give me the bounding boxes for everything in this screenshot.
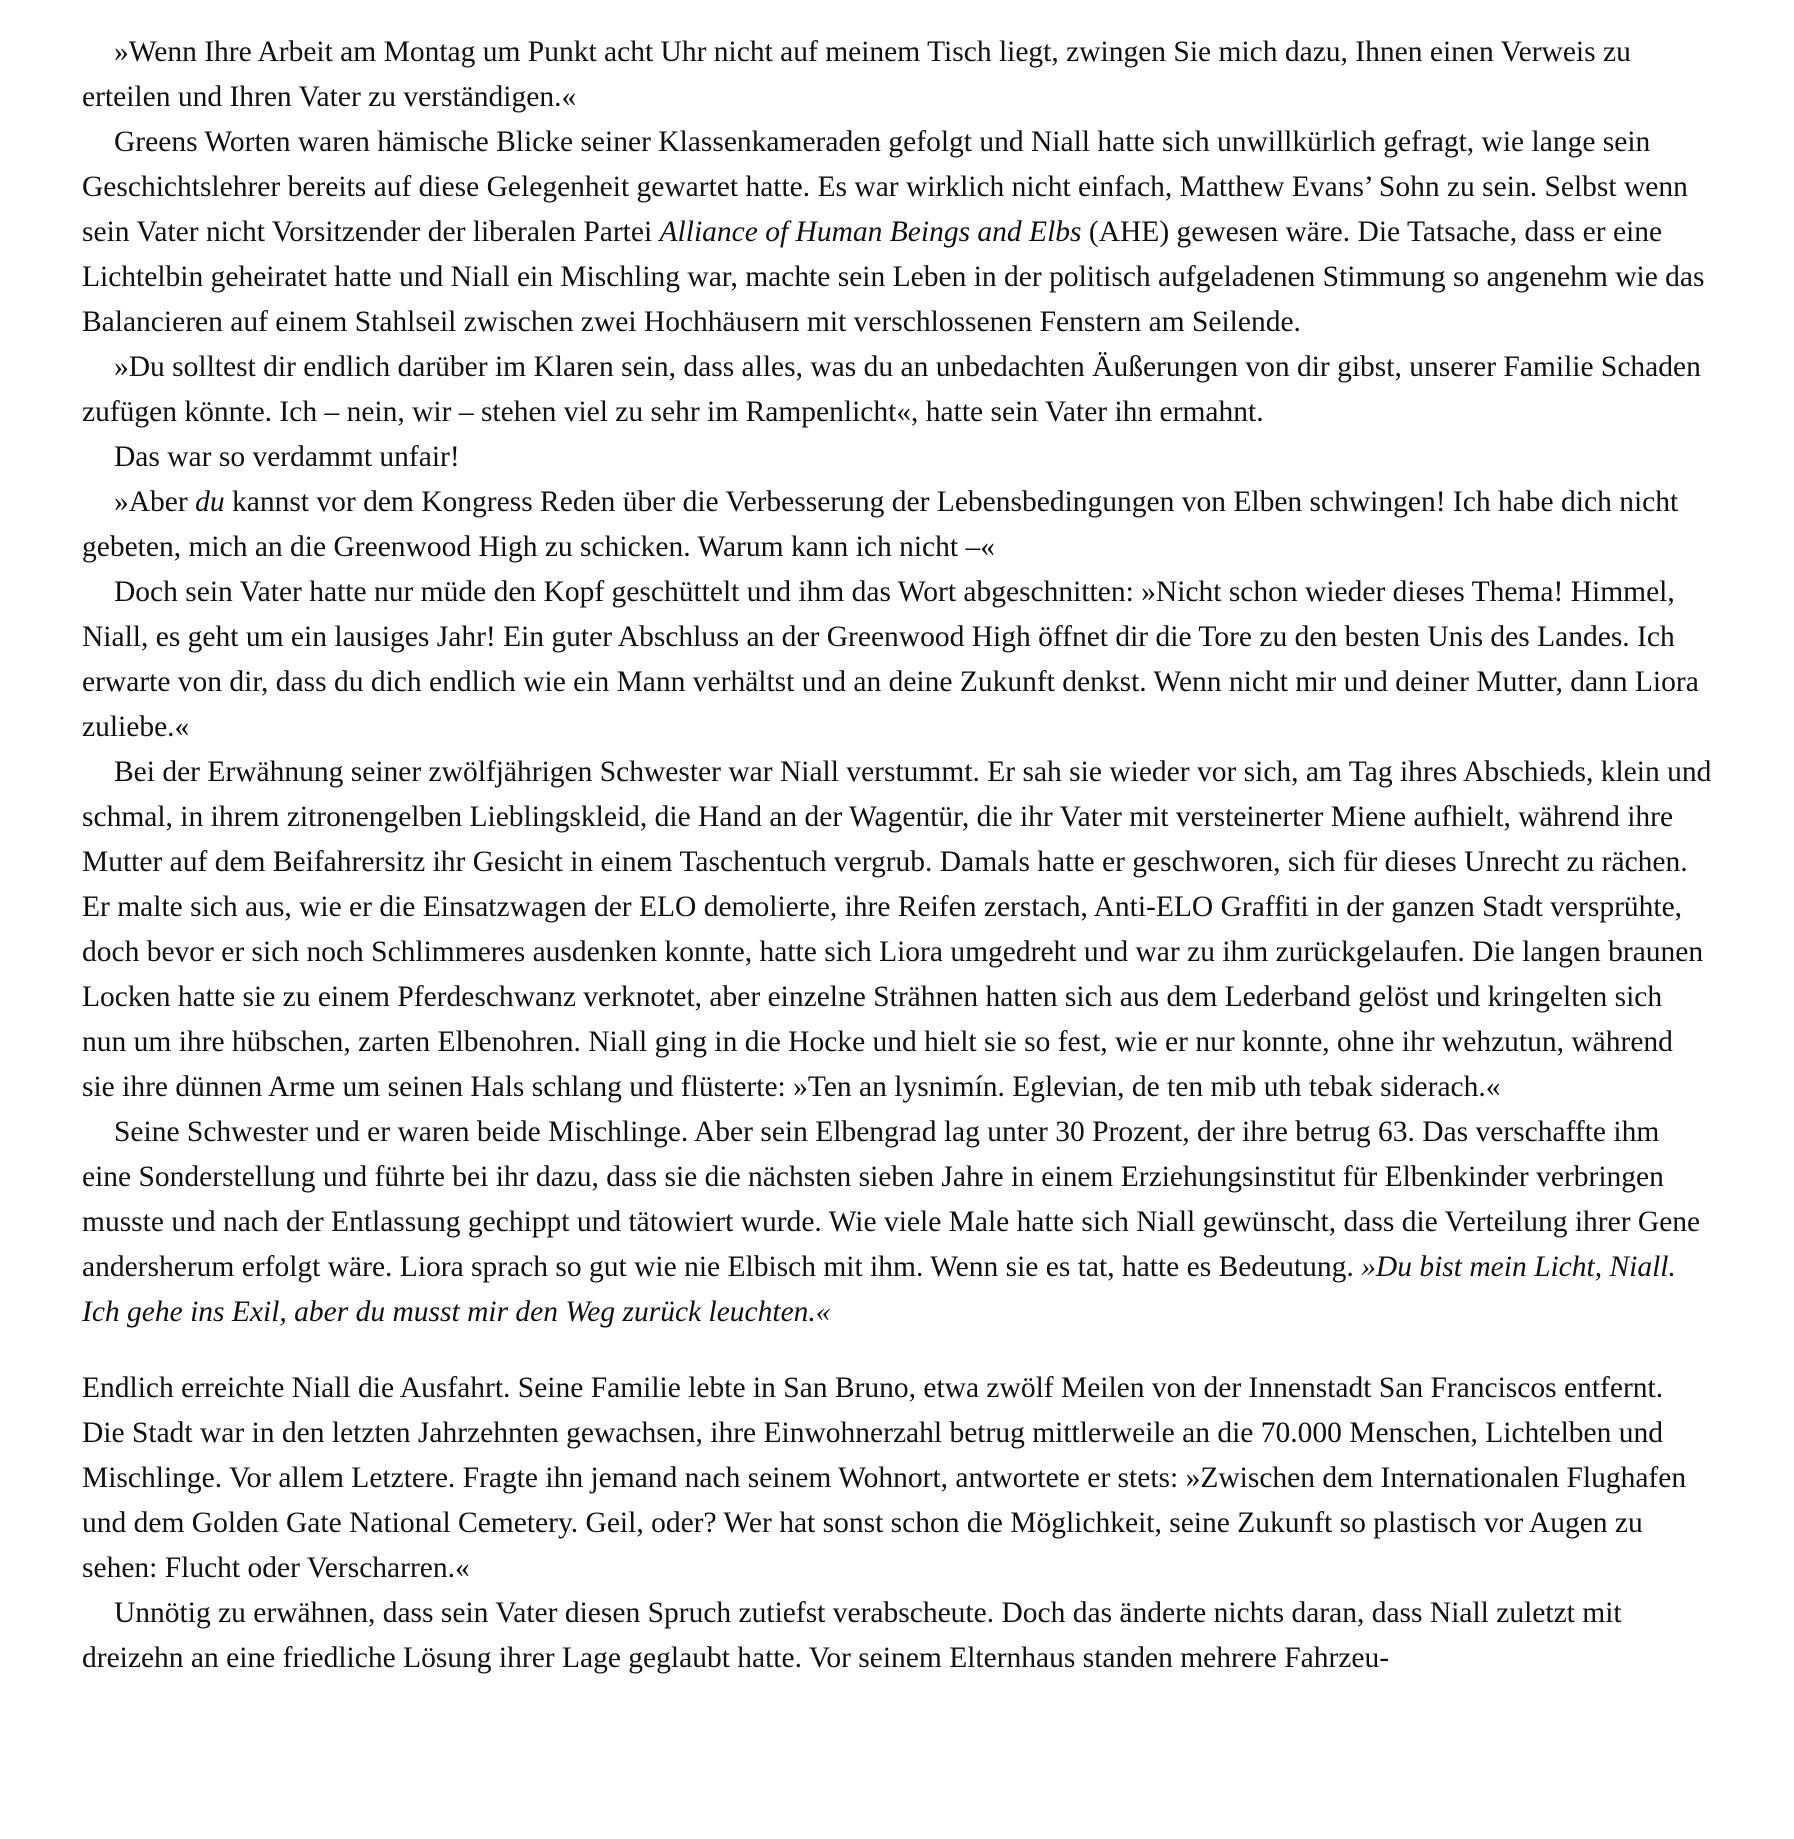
text-run: Greens Worten waren hämische Blicke seiner Klassenkameraden gefolgt und Niall hatte sich unwillkürlich gefragt, wie lange sein Geschichtslehrer bereits auf diese Gelegenheit gewartet hatte. Es war wirklich nicht einfach, Matthew Evans’ Sohn zu sein. Selbst wenn sein Vater nicht Vorsitzender der liberalen Partei (82, 126, 1688, 248)
italic-emphasis: du (195, 486, 225, 518)
paragraph-8 (82, 1110, 1712, 1335)
italic-party-name: Alliance of Human Beings and Elbs (659, 216, 1082, 248)
text-run: »Aber (114, 486, 196, 518)
paragraph-6 (82, 570, 1712, 750)
paragraph-10 (82, 1591, 1712, 1681)
text-run: Das war so verdammt unfair! (114, 441, 460, 473)
text-run: Unnötig zu erwähnen, dass sein Vater diesen Spruch zutiefst verabscheute. Doch das änderte nichts daran, dass Niall zuletzt mit dreizehn an eine friedliche Lösung ihrer Lage geglaubt hatte. Vor seinem Elternhaus standen mehrere Fahrzeu- (82, 1597, 1622, 1674)
paragraph-9 (82, 1366, 1712, 1591)
paragraph-3 (82, 345, 1712, 435)
text-run: kannst vor dem Kongress Reden über die Verbesserung der Lebensbedingungen von Elben schwingen! Ich habe dich nicht gebeten, mich an die Greenwood High zu schicken. Warum kann ich nicht –« (82, 486, 1679, 563)
text-run: Bei der Erwähnung seiner zwölfjährigen Schwester war Niall verstummt. Er sah sie wieder vor sich, am Tag ihres Abschieds, klein und schmal, in ihrem zitronengelben Lieblingskleid, die Hand an der Wagentür, die ihr Vater mit versteinerter Miene aufhielt, während ihre Mutter auf dem Beifahrersitz ihr Gesicht in einem Taschentuch vergrub. Damals hatte er geschworen, sich für dieses Unrecht zu rächen. Er malte sich aus, wie er die Einsatzwagen der ELO demolierte, ihre Reifen zerstach, Anti-ELO Graffiti in der ganzen Stadt versprühte, doch bevor er sich noch Schlimmeres ausdenken konnte, hatte sich Liora umgedreht und war zu ihm zurückgelaufen. Die langen braunen Locken hatte sie zu einem Pferdeschwanz verknotet, aber einzelne Strähnen hatten sich aus dem Lederband gelöst und kringelten sich nun um ihre hübschen, zarten Elbenohren. Niall ging in die Hocke und hielt sie so fest, wie er nur konnte, ohne ihr wehzutun, während sie ihre dünnen Arme um seinen Hals schlang und flüsterte: »Ten an lysnimín. Eglevian, de ten mib uth tebak siderach.« (82, 756, 1712, 1103)
text-run: Seine Schwester und er waren beide Mischlinge. Aber sein Elbengrad lag unter 30 Prozent, der ihre betrug 63. Das verschaffte ihm eine Sonderstellung und führte bei ihr dazu, dass sie die nächsten sieben Jahre in einem Erziehungsinstitut für Elbenkinder verbringen musste und nach der Entlassung gechippt und tätowiert wurde. Wie viele Male hatte sich Niall gewünscht, dass die Verteilung ihrer Gene andersherum erfolgt wäre. Liora sprach so gut wie nie Elbisch mit ihm. Wenn sie es tat, hatte es Bedeutung. (82, 1116, 1701, 1283)
italic-elvish-translation: »Du bist mein Licht, Niall. Ich gehe ins Exil, aber du musst mir den Weg zurück leuchten.« (82, 1251, 1676, 1328)
paragraph-4 (82, 435, 1712, 480)
book-page (82, 30, 1712, 1681)
text-run: (AHE) gewesen wäre. Die Tatsache, dass er eine Lichtelbin geheiratet hatte und Niall ein Mischling war, machte sein Leben in der politisch aufgeladenen Stimmung so angenehm wie das Balancieren auf einem Stahlseil zwischen zwei Hochhäusern mit verschlossenen Fenstern am Seilende. (82, 216, 1705, 338)
paragraph-5 (82, 480, 1712, 570)
paragraph-7 (82, 750, 1712, 1110)
paragraph-1 (82, 30, 1712, 120)
section-break (82, 1335, 1712, 1366)
text-run: Doch sein Vater hatte nur müde den Kopf geschüttelt und ihm das Wort abgeschnitten: »Nicht schon wieder dieses Thema! Himmel, Niall, es geht um ein lausiges Jahr! Ein guter Abschluss an der Greenwood High öffnet dir die Tore zu den besten Unis des Landes. Ich erwarte von dir, dass du dich endlich wie ein Mann verhältst und an deine Zukunft denkst. Wenn nicht mir und deiner Mutter, dann Liora zuliebe.« (82, 576, 1699, 743)
text-run: Endlich erreichte Niall die Ausfahrt. Seine Familie lebte in San Bruno, etwa zwölf Meilen von der Innenstadt San Franciscos entfernt. Die Stadt war in den letzten Jahrzehnten gewachsen, ihre Einwohnerzahl betrug mittlerweile an die 70.000 Menschen, Lichtelben und Mischlinge. Vor allem Letztere. Fragte ihn jemand nach seinem Wohnort, antwortete er stets: »Zwischen dem Internationalen Flughafen und dem Golden Gate National Cemetery. Geil, oder? Wer hat sonst schon die Möglichkeit, seine Zukunft so plastisch vor Augen zu sehen: Flucht oder Verscharren.« (82, 1372, 1687, 1584)
paragraph-2 (82, 120, 1712, 345)
text-run: »Du solltest dir endlich darüber im Klaren sein, dass alles, was du an unbedachten Äußerungen von dir gibst, unserer Familie Schaden zufügen könnte. Ich – nein, wir – stehen viel zu sehr im Rampenlicht«, hatte sein Vater ihn ermahnt. (82, 351, 1701, 428)
text-run: »Wenn Ihre Arbeit am Montag um Punkt acht Uhr nicht auf meinem Tisch liegt, zwingen Sie mich dazu, Ihnen einen Verweis zu erteilen und Ihren Vater zu verständigen.« (82, 36, 1631, 113)
